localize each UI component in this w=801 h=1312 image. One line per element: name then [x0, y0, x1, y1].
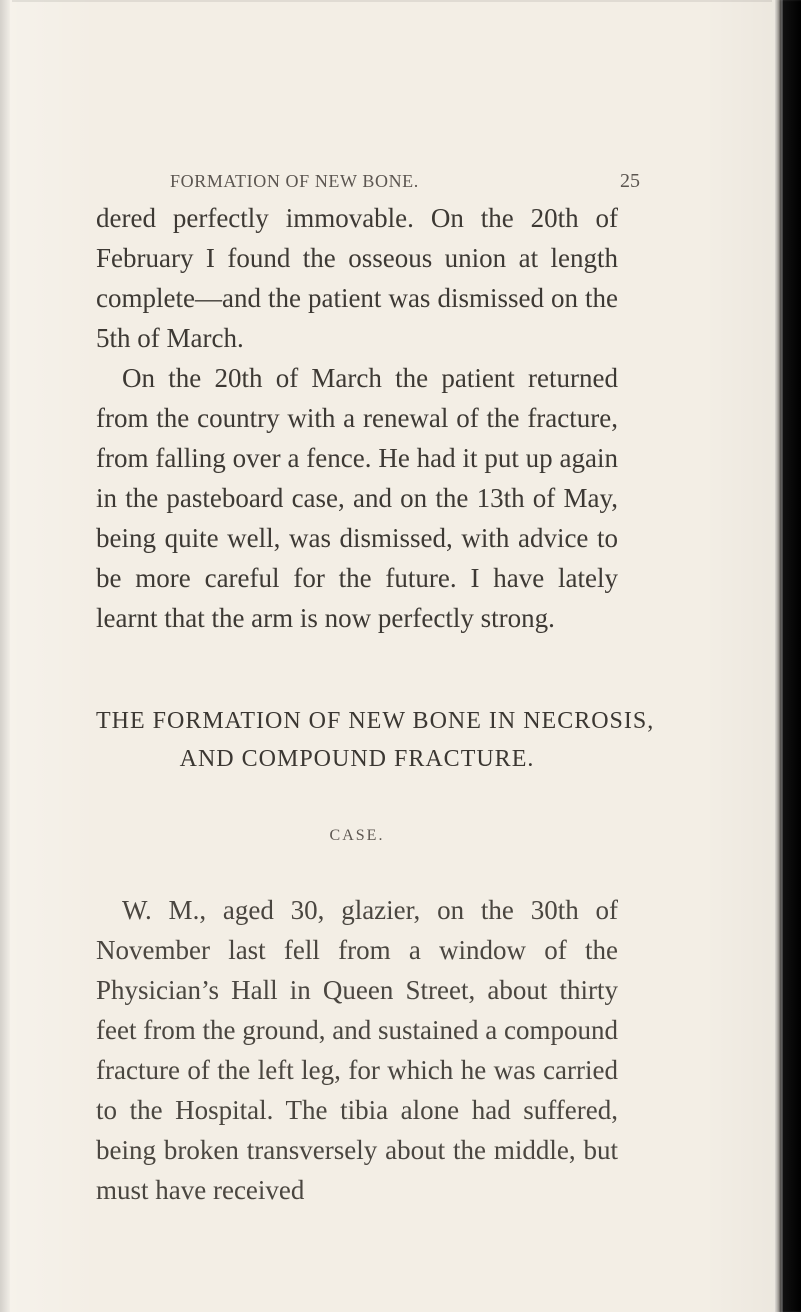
paragraph-2: On the 20th of March the patient returned from the country with a renewal of the fracture, from falling over a fence. He had it put up again in the pasteboard case, and on the 13th of May, being quite well, was dismissed, with advice to be more careful for the future. I have lately learnt that the arm is now perfectly strong. — [96, 363, 618, 633]
case-label: CASE. — [329, 827, 385, 844]
page-number: 25 — [620, 170, 640, 192]
section-heading-line-2: AND COMPOUND FRACTURE. — [179, 746, 535, 772]
main-text-block — [96, 198, 655, 1210]
section-heading-line-1: THE FORMATION OF NEW BONE IN NECROSIS, — [96, 708, 655, 734]
paragraph-3: W. M., aged 30, glazier, on the 30th of November last fell from a window of the Physician’s Hall in Queen Street, about thirty feet from the ground, and sustained a compound fracture of the left leg, for which he was carried to the Hospital. The tibia alone had suffered, being broken transversely about the middle, but must have received — [96, 895, 618, 1205]
page-left-shadow — [0, 0, 10, 1312]
book-spine-shadow — [775, 0, 801, 1312]
section-heading — [96, 702, 655, 778]
running-title: FORMATION OF NEW BONE. — [170, 171, 419, 191]
running-header — [170, 170, 640, 193]
top-page-edge — [12, 0, 772, 2]
paragraph-1: dered perfectly immovable. On the 20th of February I found the osseous union at length complete—and the patient was dismissed on the 5th of March. — [96, 203, 618, 353]
book-spine-highlight — [781, 0, 783, 1312]
